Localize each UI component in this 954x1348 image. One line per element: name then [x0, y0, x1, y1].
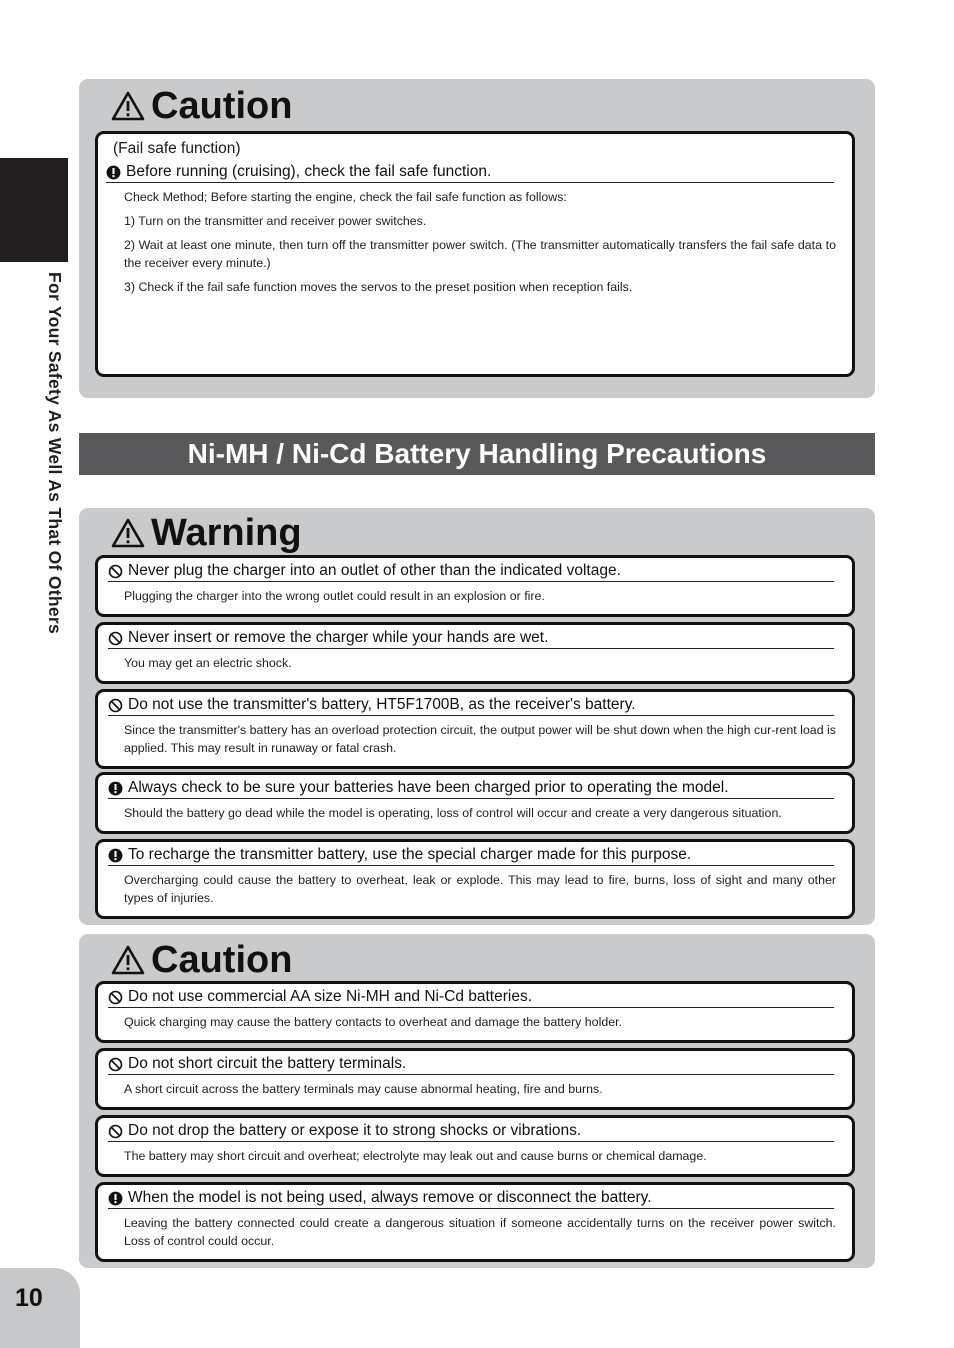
failsafe-step-1: 1) Turn on the transmitter and receiver power switches. — [124, 214, 427, 228]
mandatory-icon — [108, 1191, 123, 1206]
prohibited-icon — [108, 631, 123, 646]
mandatory-icon — [106, 165, 121, 180]
side-tab — [0, 158, 68, 262]
caution-item-heading: Do not short circuit the battery terminals. — [108, 1055, 834, 1075]
warning-item-heading: Always check to be sure your batteries have been charged prior to operating the model. — [108, 779, 834, 799]
warning-item-text: Should the battery go dead while the model is operating, loss of control will occur and create a very dangerous situation. — [124, 806, 782, 820]
warning-item-text: You may get an electric shock. — [124, 656, 292, 670]
caution-title-text: Caution — [151, 939, 293, 981]
warning-item-5 — [95, 839, 855, 919]
warning-item-heading: Do not use the transmitter's battery, HT5F1700B, as the receiver's battery. — [108, 696, 834, 716]
failsafe-heading: Before running (cruising), check the fail safe function. — [106, 163, 834, 183]
caution-item-1 — [95, 981, 855, 1043]
warning-item-1 — [95, 555, 855, 617]
warning-item-heading: Never plug the charger into an outlet of other than the indicated voltage. — [108, 562, 834, 582]
caution-item-text: Quick charging may cause the battery contacts to overheat and damage the battery holder. — [124, 1015, 622, 1029]
prohibited-icon — [108, 1124, 123, 1139]
warning-item-text: Plugging the charger into the wrong outlet could result in an explosion or fire. — [124, 589, 545, 603]
warning-triangle-icon — [111, 945, 145, 975]
prohibited-icon — [108, 1057, 123, 1072]
mandatory-icon — [108, 781, 123, 796]
prohibited-icon — [108, 990, 123, 1005]
warning-item-2 — [95, 622, 855, 684]
warning-title-text: Warning — [151, 512, 302, 554]
failsafe-method: Check Method; Before starting the engine, check the fail safe function as follows: — [124, 190, 567, 204]
page-number: 10 — [15, 1284, 43, 1312]
mandatory-icon — [108, 848, 123, 863]
warning-item-heading: To recharge the transmitter battery, use the special charger made for this purpose. — [108, 846, 834, 866]
section-title: Ni-MH / Ni-Cd Battery Handling Precautions — [79, 433, 875, 475]
warning-triangle-icon — [111, 518, 145, 548]
caution-item-text: Leaving the battery connected could create a dangerous situation if someone accidentally turns on the receiver power switch. Loss of control could occur. — [124, 1216, 836, 1248]
warning-item-heading: Never insert or remove the charger while your hands are wet. — [108, 629, 834, 649]
caution-item-4 — [95, 1182, 855, 1262]
prohibited-icon — [108, 564, 123, 579]
warning-item-4 — [95, 772, 855, 834]
warning-title — [111, 514, 302, 552]
prohibited-icon — [108, 698, 123, 713]
warning-item-text: Overcharging could cause the battery to overheat, leak or explode. This may lead to fire, burns, loss of sight and many other types of injuries. — [124, 873, 836, 905]
caution-item-2 — [95, 1048, 855, 1110]
caution-title-text: Caution — [151, 85, 293, 127]
failsafe-step-2: 2) Wait at least one minute, then turn off the transmitter power switch. (The transmitter automatically transfers the fail safe data to the receiver every minute.) — [124, 238, 836, 270]
warning-item-text: Since the transmitter's battery has an overload protection circuit, the output power will be shut down when the high cur-rent load is applied. This may result in runaway or fatal crash. — [124, 723, 836, 755]
caution-item-heading: Do not use commercial AA size Ni-MH and Ni-Cd batteries. — [108, 988, 834, 1008]
caution-title — [111, 87, 292, 125]
caution-item-text: The battery may short circuit and overheat; electrolyte may leak out and cause burns or chemical damage. — [124, 1149, 707, 1163]
page-number-tab — [0, 1268, 80, 1348]
caution-item-heading: Do not drop the battery or expose it to strong shocks or vibrations. — [108, 1122, 834, 1142]
caution-item-3 — [95, 1115, 855, 1177]
warning-triangle-icon — [111, 91, 145, 121]
caution-title — [111, 941, 292, 979]
side-label: For Your Safety As Well As That Of Others — [45, 272, 65, 635]
failsafe-step-3: 3) Check if the fail safe function moves the servos to the preset position when reception fails. — [124, 280, 633, 294]
warning-item-3 — [95, 689, 855, 769]
caution-item-heading: When the model is not being used, always remove or disconnect the battery. — [108, 1189, 834, 1209]
failsafe-subtitle: (Fail safe function) — [113, 140, 241, 157]
caution-item-text: A short circuit across the battery terminals may cause abnormal heating, fire and burns. — [124, 1082, 603, 1096]
failsafe-box — [95, 131, 855, 377]
